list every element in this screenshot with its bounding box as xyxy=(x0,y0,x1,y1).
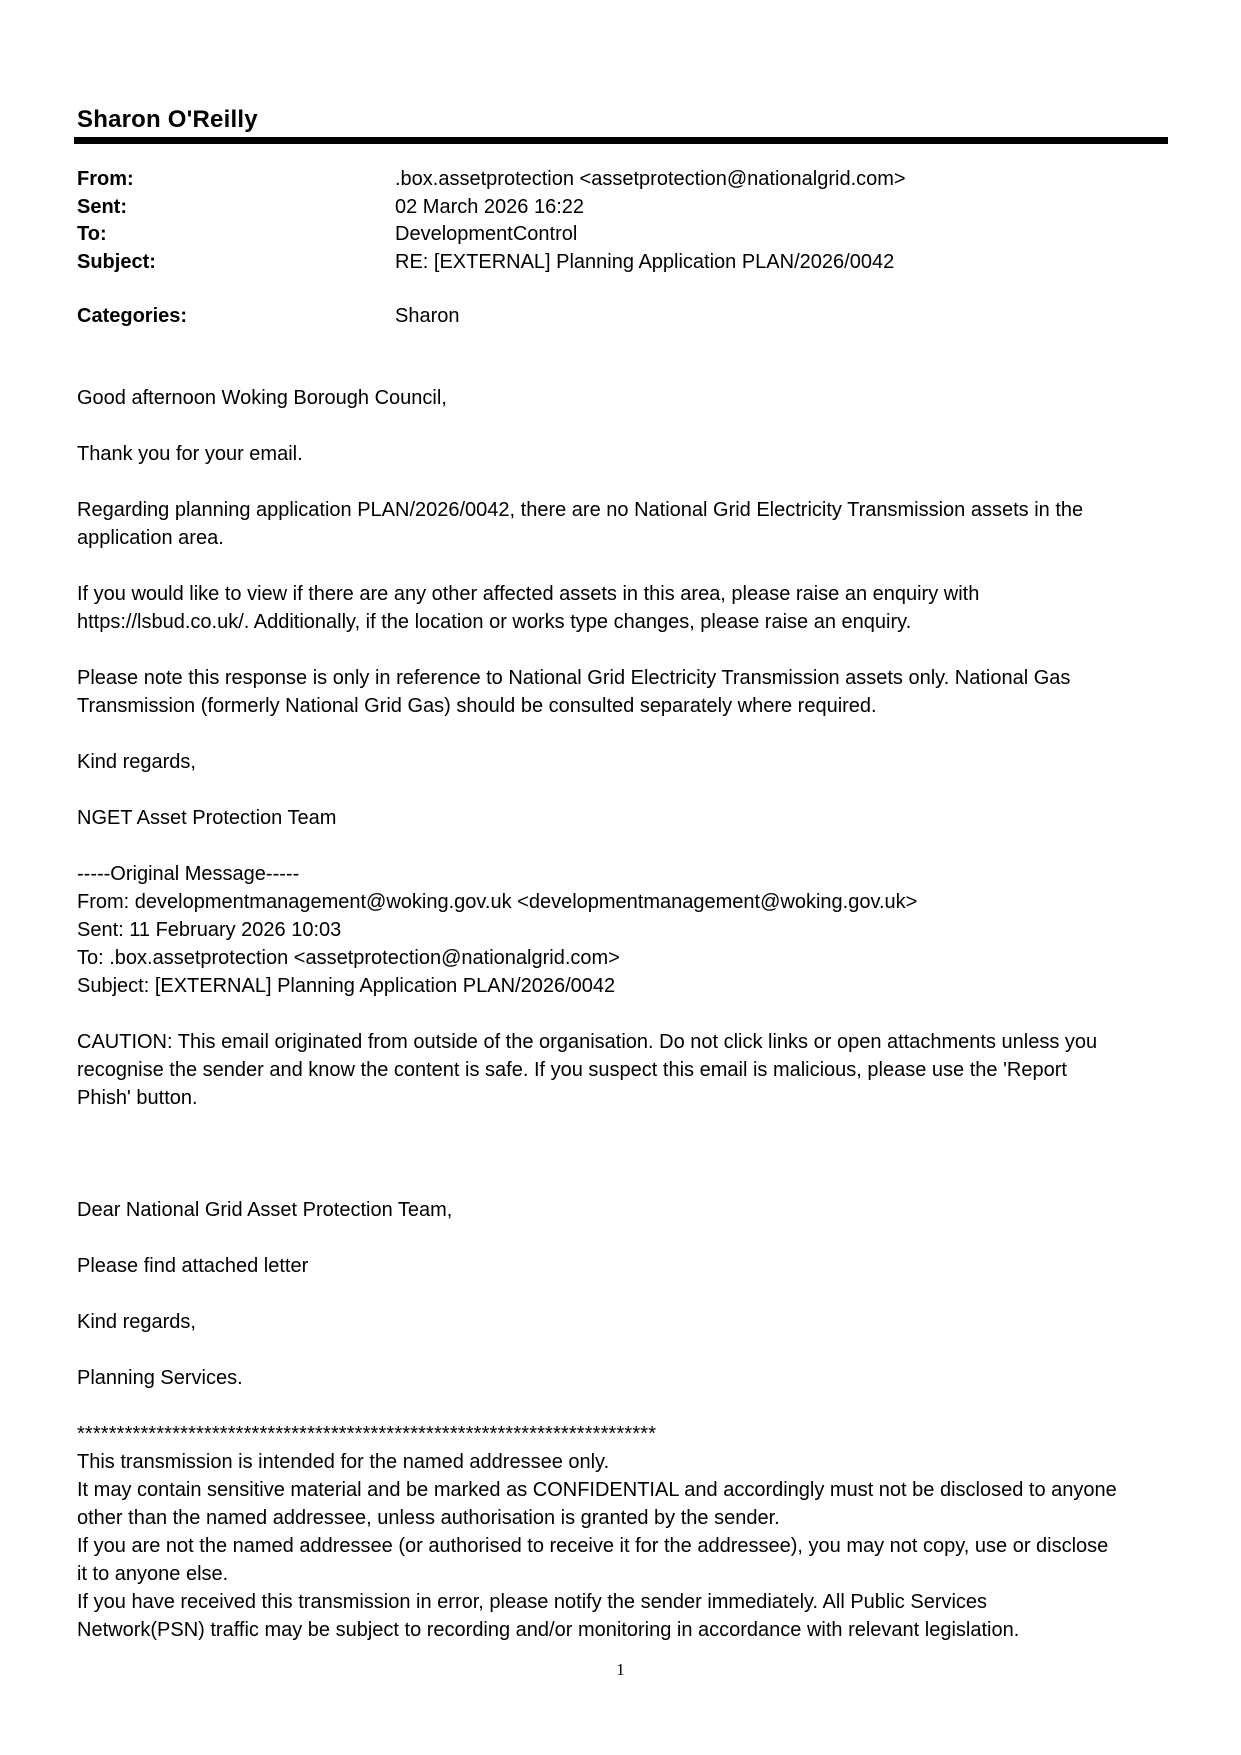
subject-label: Subject: xyxy=(77,250,156,273)
original-sender: Planning Services. xyxy=(77,1367,243,1389)
header-row-to xyxy=(77,221,1167,249)
disclaimer-line-5: it to anyone else. xyxy=(77,1563,229,1585)
document-title: Sharon O'Reilly xyxy=(77,106,258,133)
from-label: From: xyxy=(77,168,134,190)
reply-paragraph-enquiry-line-2: https://lsbud.co.uk/. Additionally, if the location or works type changes, please raise an enquiry. xyxy=(77,611,912,633)
disclaimer-stars: ************************************************************************* xyxy=(77,1423,657,1445)
reply-thanks: Thank you for your email. xyxy=(77,443,303,465)
reply-paragraph-enquiry xyxy=(77,580,1169,636)
reply-paragraph-enquiry-line-1: If you would like to view if there are any other affected assets in this area, please raise an enquiry with xyxy=(77,583,980,605)
disclaimer-line-4: If you are not the named addressee (or authorised to receive it for the addressee), you may not copy, use or disclose xyxy=(77,1535,1109,1557)
reply-paragraph-assets-line-1: Regarding planning application PLAN/2026/0042, there are no National Grid Electricity Transmission assets in the xyxy=(77,499,1084,521)
confidentiality-disclaimer xyxy=(77,1420,1169,1644)
header-row-subject xyxy=(77,249,1167,277)
reply-team-name: NGET Asset Protection Team xyxy=(77,807,337,829)
email-header xyxy=(77,166,1167,331)
original-message-header xyxy=(77,860,1169,1000)
caution-line-2: recognise the sender and know the content is safe. If you suspect this email is malicious, please use the 'Report xyxy=(77,1059,1067,1081)
original-sent: Sent: 11 February 2026 10:03 xyxy=(77,919,342,941)
original-subject: Subject: [EXTERNAL] Planning Application PLAN/2026/0042 xyxy=(77,975,616,997)
original-from: From: developmentmanagement@woking.gov.uk <developmentmanagement@woking.gov.uk> xyxy=(77,891,918,913)
to-value: DevelopmentControl xyxy=(395,223,578,246)
disclaimer-line-7: Network(PSN) traffic may be subject to recording and/or monitoring in accordance with relevant legislation. xyxy=(77,1619,1020,1641)
page-number: 1 xyxy=(616,1660,625,1679)
reply-paragraph-note-line-1: Please note this response is only in reference to National Grid Electricity Transmission assets only. National Gas xyxy=(77,667,1071,689)
reply-paragraph-note-line-2: Transmission (formerly National Grid Gas) should be consulted separately where required. xyxy=(77,695,877,717)
reply-paragraph-note xyxy=(77,664,1169,720)
subject-value: RE: [EXTERNAL] Planning Application PLAN/2026/0042 xyxy=(395,250,895,273)
sent-value: 02 March 2026 16:22 xyxy=(395,195,585,218)
original-to: To: .box.assetprotection <assetprotection@nationalgrid.com> xyxy=(77,947,620,969)
email-body xyxy=(77,384,1169,1644)
reply-paragraph-assets-line-2: application area. xyxy=(77,527,224,549)
caution-banner xyxy=(77,1028,1169,1112)
disclaimer-line-2: It may contain sensitive material and be marked as CONFIDENTIAL and accordingly must not be disclosed to anyone xyxy=(77,1479,1117,1501)
title-divider xyxy=(74,137,1168,144)
categories-label: Categories: xyxy=(77,305,188,328)
disclaimer-line-1: This transmission is intended for the named addressee only. xyxy=(77,1451,610,1473)
reply-greeting: Good afternoon Woking Borough Council, xyxy=(77,387,447,409)
to-label: To: xyxy=(77,223,107,246)
header-row-from xyxy=(77,166,1167,194)
header-row-categories xyxy=(77,303,1167,331)
original-body: Please find attached letter xyxy=(77,1255,309,1277)
original-separator: -----Original Message----- xyxy=(77,863,300,885)
from-value: .box.assetprotection <assetprotection@nationalgrid.com> xyxy=(395,168,906,190)
original-salutation: Dear National Grid Asset Protection Team, xyxy=(77,1199,453,1221)
header-row-sent xyxy=(77,194,1167,222)
sent-label: Sent: xyxy=(77,195,127,218)
categories-value: Sharon xyxy=(395,305,460,328)
caution-line-3: Phish' button. xyxy=(77,1087,198,1109)
disclaimer-line-6: If you have received this transmission in error, please notify the sender immediately. All Public Services xyxy=(77,1591,988,1613)
reply-signoff: Kind regards, xyxy=(77,751,196,773)
caution-line-1: CAUTION: This email originated from outside of the organisation. Do not click links or open attachments unless you xyxy=(77,1031,1098,1053)
original-signoff: Kind regards, xyxy=(77,1311,196,1333)
reply-paragraph-assets xyxy=(77,496,1169,552)
disclaimer-line-3: other than the named addressee, unless authorisation is granted by the sender. xyxy=(77,1507,780,1529)
